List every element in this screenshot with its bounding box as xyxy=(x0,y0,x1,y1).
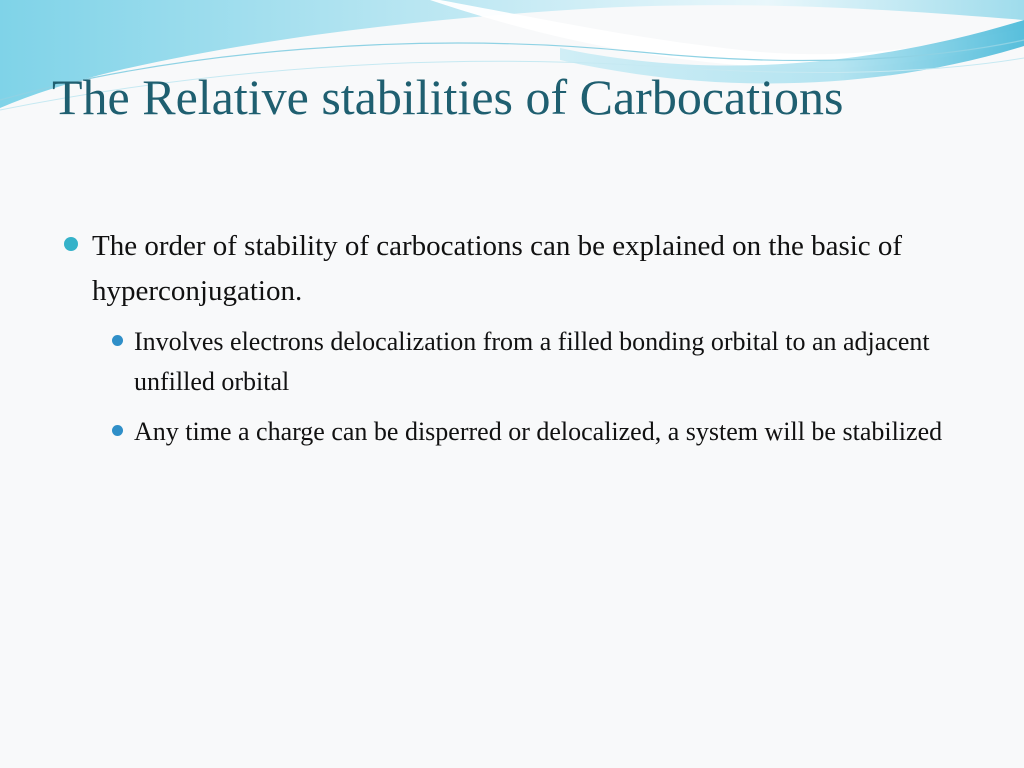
sub-bullet-list xyxy=(112,322,964,452)
bullet-text: The order of stability of carbocations can be explained on the basic of hyperconjugation. xyxy=(92,230,903,307)
list-item xyxy=(112,412,964,452)
bullet-dot-icon xyxy=(112,425,123,436)
slide-title: The Relative stabilities of Carbocations xyxy=(52,69,844,125)
list-item xyxy=(64,224,964,314)
bullet-dot-icon xyxy=(112,335,123,346)
bullet-dot-icon xyxy=(64,237,78,251)
bullet-list xyxy=(64,224,964,462)
sub-bullet-text: Involves electrons delocalization from a filled bonding orbital to an adjacent unfilled orbital xyxy=(134,327,930,396)
list-item xyxy=(112,322,964,402)
sub-bullet-text: Any time a charge can be disperred or delocalized, a system will be stabilized xyxy=(134,417,943,446)
